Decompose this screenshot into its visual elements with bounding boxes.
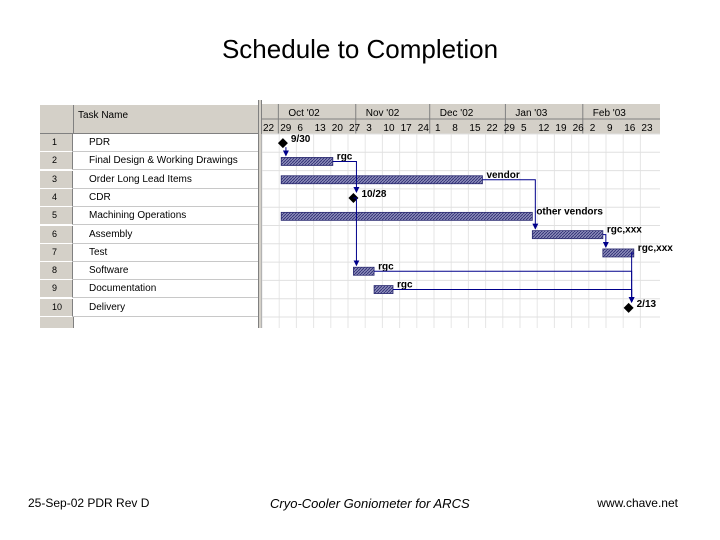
week-label: 12 — [538, 123, 550, 134]
month-label: Oct '02 — [288, 108, 320, 119]
task-bar[interactable] — [532, 231, 603, 239]
task-row[interactable] — [40, 134, 262, 152]
task-row[interactable] — [40, 171, 262, 189]
task-row[interactable] — [40, 244, 262, 262]
month-label: Nov '02 — [365, 108, 400, 119]
week-label: 22 — [486, 123, 498, 134]
task-name: Assembly — [89, 228, 133, 240]
footer-project: Cryo-Cooler Goniometer for ARCS — [270, 496, 470, 511]
resource-label: rgc,xxx — [637, 242, 673, 254]
week-label: 16 — [624, 123, 636, 134]
timeline-canvas — [262, 100, 673, 328]
footer-website: www.chave.net — [597, 496, 678, 510]
task-id[interactable]: 8 — [40, 262, 73, 280]
task-name: Machining Operations — [89, 210, 187, 222]
week-label: 2 — [589, 123, 596, 134]
week-label: 20 — [331, 123, 343, 134]
week-label: 22 — [263, 123, 275, 134]
row-header-tail — [40, 317, 74, 328]
week-label: 15 — [469, 123, 481, 134]
timeline-pane — [262, 100, 673, 328]
resource-label: rgc,xxx — [606, 224, 642, 236]
task-id[interactable]: 3 — [40, 171, 73, 189]
week-label: 9 — [607, 123, 613, 134]
task-bar[interactable] — [374, 286, 393, 294]
milestone-diamond[interactable] — [624, 303, 634, 313]
task-row[interactable] — [40, 152, 262, 170]
week-label: 26 — [572, 123, 584, 134]
task-id[interactable]: 10 — [40, 299, 73, 317]
milestone-label: 2/13 — [636, 298, 657, 310]
dependency-arrow — [393, 290, 632, 302]
task-bar[interactable] — [281, 176, 482, 184]
task-name: Test — [89, 246, 108, 258]
week-label: 29 — [503, 123, 515, 134]
resource-label: other vendors — [536, 206, 604, 218]
footer-date: 25-Sep-02 PDR Rev D — [28, 496, 150, 510]
task-id[interactable]: 6 — [40, 226, 73, 244]
task-bar[interactable] — [281, 212, 532, 220]
task-bar[interactable] — [353, 267, 374, 275]
resource-label: rgc — [336, 151, 353, 163]
dependency-arrow — [353, 198, 356, 265]
milestone-label: 10/28 — [361, 189, 387, 201]
task-name: CDR — [89, 191, 111, 203]
task-id[interactable]: 1 — [40, 134, 73, 152]
task-row[interactable] — [40, 189, 262, 207]
week-label: 29 — [280, 123, 292, 134]
id-column-header[interactable] — [40, 105, 74, 134]
task-row[interactable] — [40, 262, 262, 280]
task-bar[interactable] — [281, 157, 333, 165]
task-name: PDR — [89, 137, 111, 148]
week-label: 17 — [400, 123, 412, 134]
gantt-chart — [40, 100, 673, 328]
resource-label: rgc — [397, 279, 413, 291]
month-label: Feb '03 — [592, 108, 626, 119]
task-id[interactable]: 4 — [40, 189, 73, 207]
week-label: 13 — [314, 123, 326, 134]
week-label: 5 — [521, 123, 527, 134]
task-row[interactable] — [40, 207, 262, 225]
task-name: Order Long Lead Items — [89, 173, 192, 185]
resource-label: rgc — [378, 261, 394, 273]
task-table-header — [40, 104, 262, 134]
task-name: Delivery — [89, 301, 126, 313]
week-label: 3 — [366, 123, 372, 134]
task-name: Final Design & Working Drawings — [89, 155, 238, 167]
week-label: 6 — [297, 123, 303, 134]
week-label: 1 — [435, 123, 441, 134]
task-table — [40, 100, 262, 328]
task-row[interactable] — [40, 299, 262, 317]
week-label: 24 — [417, 123, 429, 134]
week-label: 19 — [555, 123, 567, 134]
task-row[interactable] — [40, 226, 262, 244]
task-id[interactable]: 9 — [40, 280, 73, 298]
dependency-arrow — [482, 180, 535, 229]
week-label: 10 — [383, 123, 395, 134]
week-label: 27 — [349, 123, 361, 134]
task-name: Documentation — [89, 283, 157, 295]
milestone-label: 9/30 — [290, 134, 311, 146]
task-id[interactable]: 7 — [40, 244, 73, 262]
task-name-column-header[interactable]: Task Name — [78, 110, 129, 121]
week-label: 8 — [452, 123, 458, 134]
task-name: Software — [89, 265, 129, 277]
week-label: 23 — [641, 123, 653, 134]
task-id[interactable]: 2 — [40, 152, 73, 170]
slide-title: Schedule to Completion — [221, 34, 499, 64]
task-row[interactable] — [40, 280, 262, 298]
month-label: Dec '02 — [439, 108, 474, 119]
resource-label: vendor — [486, 169, 520, 181]
dependency-arrow — [603, 235, 606, 247]
task-bar[interactable] — [603, 249, 634, 257]
month-label: Jan '03 — [515, 108, 548, 119]
task-id[interactable]: 5 — [40, 207, 73, 225]
